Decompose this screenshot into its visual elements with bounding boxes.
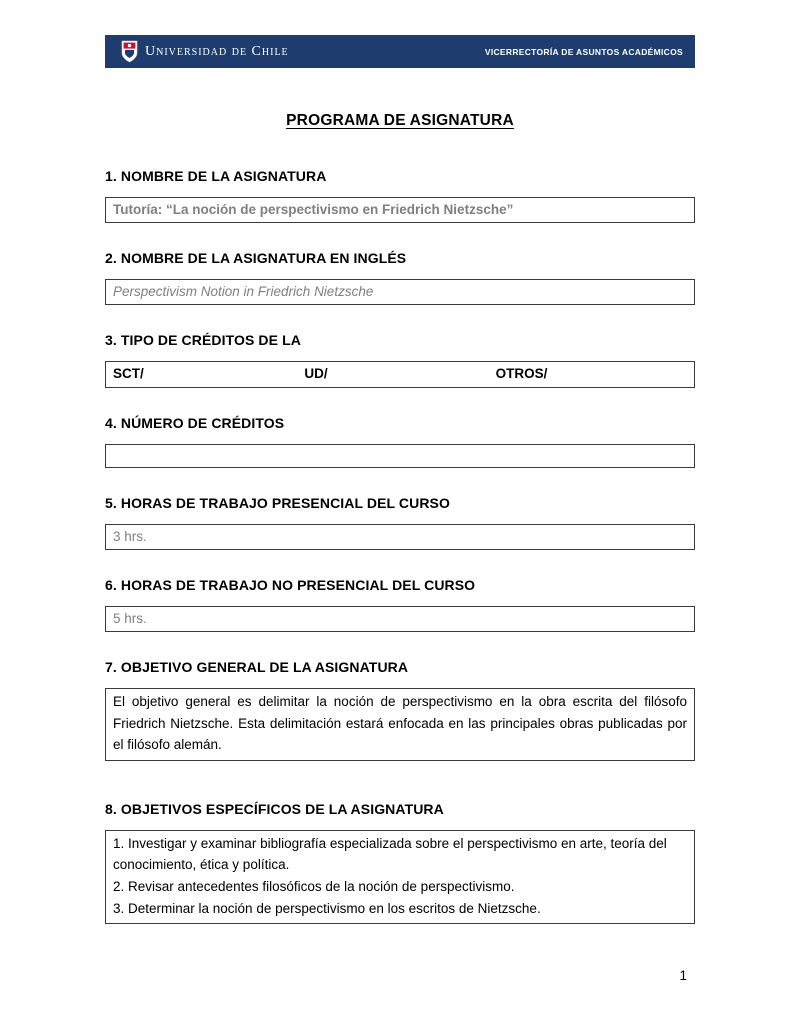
section-3-field <box>105 361 695 387</box>
course-name-value: Tutoría: “La noción de perspectivismo en Friedrich Nietzsche” <box>113 202 514 217</box>
section-4-field <box>105 444 695 468</box>
section-5-heading: 5. HORAS DE TRABAJO PRESENCIAL DEL CURSO <box>105 494 450 511</box>
credit-otros-label: OTROS/ <box>495 366 548 382</box>
presential-hours-value: 3 hrs. <box>113 528 147 544</box>
page-title: PROGRAMA DE ASIGNATURA <box>286 112 514 129</box>
credit-ud-label: UD/ <box>304 366 328 382</box>
university-brand <box>121 40 289 63</box>
section-2-heading: 2. NOMBRE DE LA ASIGNATURA EN INGLÉS <box>105 250 407 267</box>
section-5-field <box>105 524 695 550</box>
section-2-field <box>105 279 695 305</box>
page-number: 1 <box>679 968 687 983</box>
specific-objective-2: 2. Revisar antecedentes filosóficos de la noción de perspectivismo. <box>113 879 515 895</box>
section-7-field <box>105 688 695 761</box>
section-7-heading: 7. OBJETIVO GENERAL DE LA ASIGNATURA <box>105 659 409 676</box>
university-crest-icon <box>121 40 138 63</box>
specific-objective-1: 1. Investigar y examinar bibliografía especializada sobre el perspectivismo en arte, teoría del conocimiento, ética y política. <box>113 835 667 873</box>
general-objective-value: El objetivo general es delimitar la noción de perspectivismo en la obra escrita del filósofo Friedrich Nietzsche. Esta delimitación estará enfocada en las principales obras publicadas por el filósofo alemán. <box>113 694 687 753</box>
institution-banner <box>105 35 695 68</box>
section-1-field <box>105 197 695 223</box>
section-1-heading: 1. NOMBRE DE LA ASIGNATURA <box>105 168 327 184</box>
section-8-field <box>105 830 695 924</box>
credit-sct-label: SCT/ <box>113 366 144 382</box>
office-name: VICERRECTORÍA DE ASUNTOS ACADÉMICOS <box>484 46 683 57</box>
section-4-heading: 4. NÚMERO DE CRÉDITOS <box>105 414 285 431</box>
non-presential-hours-value: 5 hrs. <box>113 610 147 626</box>
section-3-heading: 3. TIPO DE CRÉDITOS DE LA <box>105 332 301 349</box>
section-6-field <box>105 606 695 632</box>
section-6-heading: 6. HORAS DE TRABAJO NO PRESENCIAL DEL CURSO <box>105 576 476 593</box>
section-8-heading: 8. OBJETIVOS ESPECÍFICOS DE LA ASIGNATURA <box>105 800 444 817</box>
course-name-english-value: Perspectivism Notion in Friedrich Nietzsche <box>113 284 374 300</box>
specific-objective-3: 3. Determinar la noción de perspectivismo en los escritos de Nietzsche. <box>113 900 541 916</box>
university-name: Universidad de Chile <box>145 43 289 59</box>
